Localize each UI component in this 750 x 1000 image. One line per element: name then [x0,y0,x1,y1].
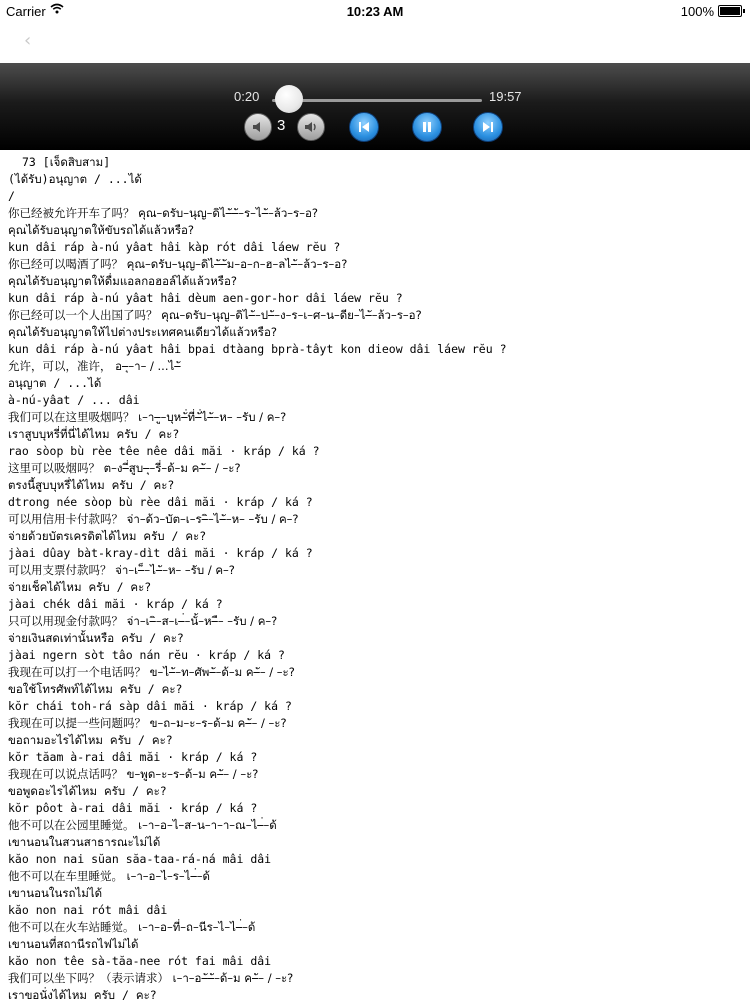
lesson-line: อนุญาต / ...ได้ [8,376,102,390]
lesson-line: kun dâi ráp à-nú yâat hâi kàp rót dâi láew rĕu ? [8,240,341,254]
lesson-line: jàai dûay bàt-kray-dìt dâi măi · kráp / ká ? [8,546,313,560]
lesson-line: 他不可以在车里睡觉。 เ–า–อ–ไ–ร–ไ–่–ด้ [8,869,210,883]
battery-percentage: 100% [680,4,714,19]
skip-forward-icon [481,120,495,134]
lesson-line: ขอใช้โทรศัพท์ได้ไหม ครับ / คะ? [8,682,183,696]
lesson-line: 他不可以在火车站睡觉。 เ–า–อ–ที่–ถ–นีร–ไ–ไ–่–ด้ [8,920,256,934]
lesson-line: dtrong née sòop bù rèe dâi măi · kráp / ká ? [8,495,313,509]
battery-icon [718,5,742,17]
lesson-line: kun dâi ráp à-nú yâat hâi dèum aen-gor-hor dâi láew rĕu ? [8,291,403,305]
lesson-line: jàai chék dâi măi · kráp / ká ? [8,597,223,611]
lesson-line: rao sòop bù rèe têe nêe dâi măi · kráp / ká ? [8,444,320,458]
carrier-label: Carrier [6,4,46,19]
lesson-line: kăo non nai rót mâi dâi [8,903,168,917]
lesson-line: คุณได้รับอนุญาตให้ไปต่างประเทศคนเดียวได้แล้วหรือ? [8,325,277,339]
lesson-text [0,150,750,1000]
lesson-line: ตรงนี้สูบบุหรี่ได้ไหม ครับ / คะ? [8,478,175,492]
lesson-line: ขอพูดอะไรได้ไหม ครับ / คะ? [8,784,167,798]
lesson-line: 允许，可以，准许， อ–ุ–า– / ...ไ–ั [8,359,181,373]
lesson-line: จ่ายด้วยบัตรเครดิตได้ไหม ครับ / คะ? [8,529,207,543]
lesson-line: jàai ngern sòt tâo nán rĕu · kráp / ká ? [8,648,285,662]
previous-track-button[interactable] [349,112,379,142]
audio-player [0,63,750,150]
volume-down-button[interactable] [244,113,272,141]
lesson-line: 73 [เจ็ดสิบสาม] [22,155,111,169]
clock: 10:23 AM [346,4,404,19]
speaker-loud-icon [303,120,319,134]
lesson-line: 我们可以坐下吗？（表示请求） เ–า–อ–ั–ั–ด้–ม ค–ั– / –ะ? [8,971,294,985]
lesson-line: / [8,189,15,203]
lesson-line: จ่ายเงินสดเท่านั้นหรือ ครับ / คะ? [8,631,184,645]
elapsed-time: 0:20 [234,89,260,104]
skip-back-icon [357,120,371,134]
navigation-bar [0,22,750,63]
lesson-line: เขานอนที่สถานีรถไฟไม่ได้ [8,937,139,951]
lesson-line: 我现在可以打一个电话吗？ ข–ไ–ั–ท–ศัพ–ั–ด้–ม ค–ั– / –ะ? [8,665,295,679]
lesson-line: เราขอนั่งได้ไหม ครับ / คะ? [8,988,157,1000]
pause-button[interactable] [412,112,442,142]
pause-icon [420,120,434,134]
lesson-line: 你已经被允许开车了吗？ คุณ–ดรับ–นุญ–ดิไ–ั–ั–ร–ไ–ั–ล้ว–ร–อ? [8,206,318,220]
lesson-line: 我现在可以提一些问题吗？ ข–ถ–ม–ะ–ร–ด้–ม ค–ั– / –ะ? [8,716,287,730]
lesson-line: 你已经可以一个人出国了吗？ คุณ–ดรับ–นุญ–ดิไ–ั–ป–ั–ง–ร–เ–ศ–น–ดีย–ไ–ั–ล้ว–ร–อ? [8,308,422,322]
lesson-line: 可以用信用卡付款吗？ จ่า–ด้ว–บัต–เ–ร–ิ–ไ–ั–ห– –รับ / ค–? [8,512,299,526]
volume-level: 3 [277,117,286,134]
lesson-line: จ่ายเช็คได้ไหม ครับ / คะ? [8,580,152,594]
lesson-line: คุณได้รับอนุญาตให้ขับรถได้แล้วหรือ? [8,223,195,237]
lesson-line: 只可以用现金付款吗？ จ่า–เ–ิ–ส–เ–่–นั้–ห–ื– –รับ / ค–? [8,614,278,628]
lesson-line: (ได้รับ)อนุญาต / ...ได้ [8,172,142,186]
lesson-line: 可以用支票付款吗？ จ่า–เ–็–ไ–ั–ห– –รับ / ค–? [8,563,235,577]
lesson-line: ขอถามอะไรได้ไหม ครับ / คะ? [8,733,173,747]
lesson-line: kăo non têe sà-tăa-nee rót fai mâi dâi [8,954,272,968]
lesson-line: 你已经可以喝酒了吗？ คุณ–ดรับ–นุญ–ดิไ–ั–ัม–อ–ก–ฮ–ลไ–ั–ล้ว–ร–อ? [8,257,348,271]
lesson-line: เขานอนในสวนสาธารณะไม่ได้ [8,835,161,849]
status-bar [0,0,750,22]
lesson-line: kŏr pôot à-rai dâi măi · kráp / ká ? [8,801,258,815]
lesson-line: 我们可以在这里吸烟吗？ เ–า–ู–บุห–ั่ที่–ั่ไ–ั–ห– –รับ / ค–? [8,410,287,424]
lesson-line: เราสูบบุหรี่ที่นี่ได้ไหม ครับ / คะ? [8,427,180,441]
volume-up-button[interactable] [297,113,325,141]
progress-slider-thumb[interactable] [275,85,303,113]
lesson-line: kŏr chái toh-rá sàp dâi măi · kráp / ká ? [8,699,292,713]
lesson-line: kăo non nai sŭan săa-taa-rá-ná mâi dâi [8,852,272,866]
back-chevron-icon[interactable]: ‹ [24,30,32,51]
lesson-line: คุณได้รับอนุญาตให้ดื่มแอลกอฮอล์ได้แล้วหรือ? [8,274,237,288]
lesson-line: kŏr tăam à-rai dâi măi · kráp / ká ? [8,750,258,764]
lesson-line: 我现在可以说点话吗？ ข–พูด–ะ–ร–ด้–ม ค–ั– / –ะ? [8,767,259,781]
lesson-line: เขานอนในรถไม่ได้ [8,886,103,900]
lesson-line: kun dâi ráp à-nú yâat hâi bpai dtàang bprà-tâyt kon dieow dâi láew rĕu ? [8,342,507,356]
next-track-button[interactable] [473,112,503,142]
lesson-line: 他不可以在公园里睡觉。 เ–า–อ–ไ–ส–น–า–า–ณ–ไ–่–ด้ [8,818,277,832]
progress-track[interactable] [272,99,482,102]
lesson-line: 这里可以吸烟吗？ ต–ง–ี่สูบ–ุ–รี่–ด้–ม ค–ั– / –ะ? [8,461,241,475]
speaker-icon [251,120,265,134]
total-time: 19:57 [489,89,522,104]
lesson-line: à-nú-yâat / ... dâi [8,393,140,407]
